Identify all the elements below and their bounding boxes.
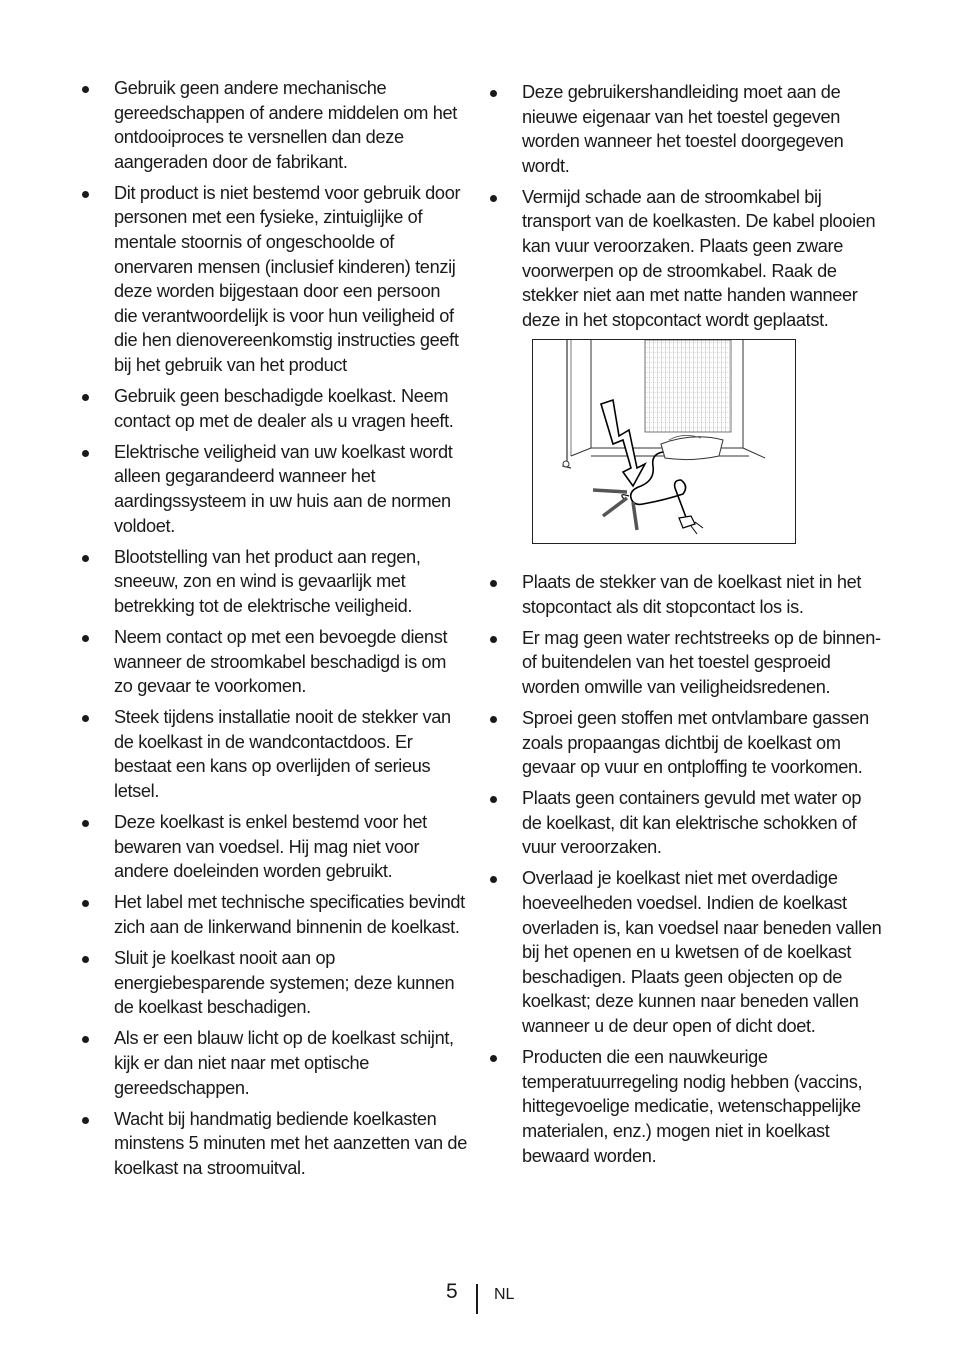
list-item bbox=[490, 866, 882, 1038]
left-bullet-list bbox=[82, 76, 467, 1180]
list-item-text: Vermijd schade aan de stroomkabel bij transport van de koelkasten. De kabel plooien kan vuur veroorzaken. Plaats geen zware voorwerpen op de stroomkabel. Raak de stekker niet aan met natte handen wanneer deze in het stopcontact wordt geplaatst. bbox=[522, 186, 876, 330]
bullet-icon bbox=[82, 394, 89, 401]
list-item-text: Sproei geen stoffen met ontvlambare gassen zoals propaangas dichtbij de koelkast om gevaar op vuur en ontploffing te voorkomen. bbox=[522, 707, 869, 778]
right-bullet-list-bottom bbox=[490, 570, 882, 1168]
bullet-icon bbox=[82, 555, 89, 562]
list-item bbox=[490, 185, 882, 333]
footer-divider bbox=[476, 1284, 478, 1314]
list-item-text: Producten die een nauwkeurige temperatuurregeling nodig hebben (vaccins, hittegevoelige medicatie, wetenschappelijke materialen, enz.) mogen niet in koelkast bewaard worden. bbox=[522, 1047, 863, 1166]
right-column bbox=[490, 76, 882, 1175]
bullet-icon bbox=[490, 876, 497, 883]
bullet-icon bbox=[490, 716, 497, 723]
bullet-icon bbox=[490, 796, 497, 803]
bullet-icon bbox=[82, 86, 89, 93]
list-item-text: Gebruik geen andere mechanische gereedschappen of andere middelen om het ontdooiproces te versnellen dan deze aangeraden door de fabrikant. bbox=[114, 78, 457, 172]
list-item-text: Wacht bij handmatig bediende koelkasten minstens 5 minuten met het aanzetten van de koelkast na stroomuitval. bbox=[114, 1108, 467, 1178]
list-item bbox=[82, 810, 467, 884]
list-item-text: Plaats geen containers gevuld met water op de koelkast, dit kan elektrische schokken of vuur veroorzaken. bbox=[522, 788, 862, 858]
list-item-text: Neem contact op met een bevoegde dienst wanneer de stroomkabel beschadigd is om zo gevaar te voorkomen. bbox=[114, 626, 448, 697]
left-column bbox=[82, 76, 467, 1187]
list-item-text: Als er een blauw licht op de koelkast schijnt, kijk er dan niet naar met optische gereedschappen. bbox=[114, 1028, 454, 1098]
list-item bbox=[490, 80, 882, 178]
bullet-icon bbox=[82, 956, 89, 963]
list-item bbox=[82, 440, 467, 538]
list-item bbox=[82, 76, 467, 174]
bullet-icon bbox=[490, 636, 497, 643]
list-item-text: Overlaad je koelkast niet met overdadige hoeveelheden voedsel. Indien de koelkast overladen is, kan voedsel naar beneden vallen bij het openen en u kwetsen of de koelkast beschadigen. Plaats geen objecten op de koelkast; deze kunnen naar beneden vallen wanneer u de deur open of dicht doet. bbox=[522, 868, 882, 1037]
bullet-icon bbox=[490, 90, 497, 97]
list-item-text: Deze koelkast is enkel bestemd voor het bewaren van voedsel. Hij mag niet voor andere doeleinden worden gebruikt. bbox=[114, 812, 427, 882]
list-item bbox=[490, 570, 882, 619]
power-cable-illustration bbox=[532, 339, 796, 544]
bullet-icon bbox=[490, 195, 497, 202]
list-item bbox=[490, 626, 882, 700]
bullet-icon bbox=[82, 191, 89, 198]
list-item bbox=[82, 1026, 467, 1100]
bullet-icon bbox=[490, 580, 497, 587]
list-item-text: Steek tijdens installatie nooit de stekker van de koelkast in de wandcontactdoos. Er bestaat een kans op overlijden of serieus letsel. bbox=[114, 707, 451, 802]
list-item-text: Deze gebruikershandleiding moet aan de nieuwe eigenaar van het toestel gegeven worden wanneer het toestel doorgegeven wordt. bbox=[522, 82, 844, 176]
bullet-icon bbox=[490, 1055, 497, 1062]
page-footer bbox=[0, 1280, 954, 1320]
bullet-icon bbox=[82, 1036, 89, 1043]
page-number: 5 bbox=[446, 1280, 458, 1303]
bullet-icon bbox=[82, 1117, 89, 1124]
list-item bbox=[490, 786, 882, 860]
bullet-icon bbox=[82, 450, 89, 457]
list-item bbox=[82, 946, 467, 1020]
list-item-text: Blootstelling van het product aan regen, sneeuw, zon en wind is gevaarlijk met betrekking tot de elektrische veiligheid. bbox=[114, 546, 421, 616]
language-code: NL bbox=[494, 1286, 515, 1303]
list-item bbox=[490, 1045, 882, 1168]
bullet-icon bbox=[82, 635, 89, 642]
list-item bbox=[82, 384, 467, 433]
list-item-text: Elektrische veiligheid van uw koelkast wordt alleen gegarandeerd wanneer het aardingssysteem in uw huis aan de normen voldoet. bbox=[114, 441, 453, 536]
list-item bbox=[82, 890, 467, 939]
list-item bbox=[82, 625, 467, 699]
right-bullet-list-top bbox=[490, 80, 882, 332]
list-item bbox=[82, 545, 467, 619]
list-item-text: Dit product is niet bestemd voor gebruik door personen met een fysieke, zintuiglijke of mentale stoornis of ongeschoolde of onervaren mensen (inclusief kinderen) tenzij deze worden bijgestaan door een persoon die verantwoordelijk is voor hun veiligheid of die hen dienovereenkomstig instructies geeft bij het gebruik van het product bbox=[114, 182, 461, 376]
list-item-text: Gebruik geen beschadigde koelkast. Neem contact op met de dealer als u vragen heeft. bbox=[114, 386, 454, 431]
list-item-text: Sluit je koelkast nooit aan op energiebesparende systemen; deze kunnen de koelkast beschadigen. bbox=[114, 948, 455, 1018]
list-item bbox=[490, 706, 882, 780]
list-item-text: Het label met technische specificaties bevindt zich aan de linkerwand binnenin de koelkast. bbox=[114, 892, 465, 937]
list-item-text: Plaats de stekker van de koelkast niet in het stopcontact als dit stopcontact los is. bbox=[522, 571, 862, 617]
bullet-icon bbox=[82, 715, 89, 722]
refrigerator-power-cable-warning-illustration-icon bbox=[533, 340, 794, 542]
list-item bbox=[82, 705, 467, 803]
bullet-icon bbox=[82, 820, 89, 827]
bullet-icon bbox=[82, 900, 89, 907]
list-item-text: Er mag geen water rechtstreeks op de binnen- of buitendelen van het toestel gesproeid worden omwille van veiligheidsredenen. bbox=[522, 627, 881, 697]
list-item bbox=[82, 181, 467, 378]
list-item bbox=[82, 1107, 467, 1181]
